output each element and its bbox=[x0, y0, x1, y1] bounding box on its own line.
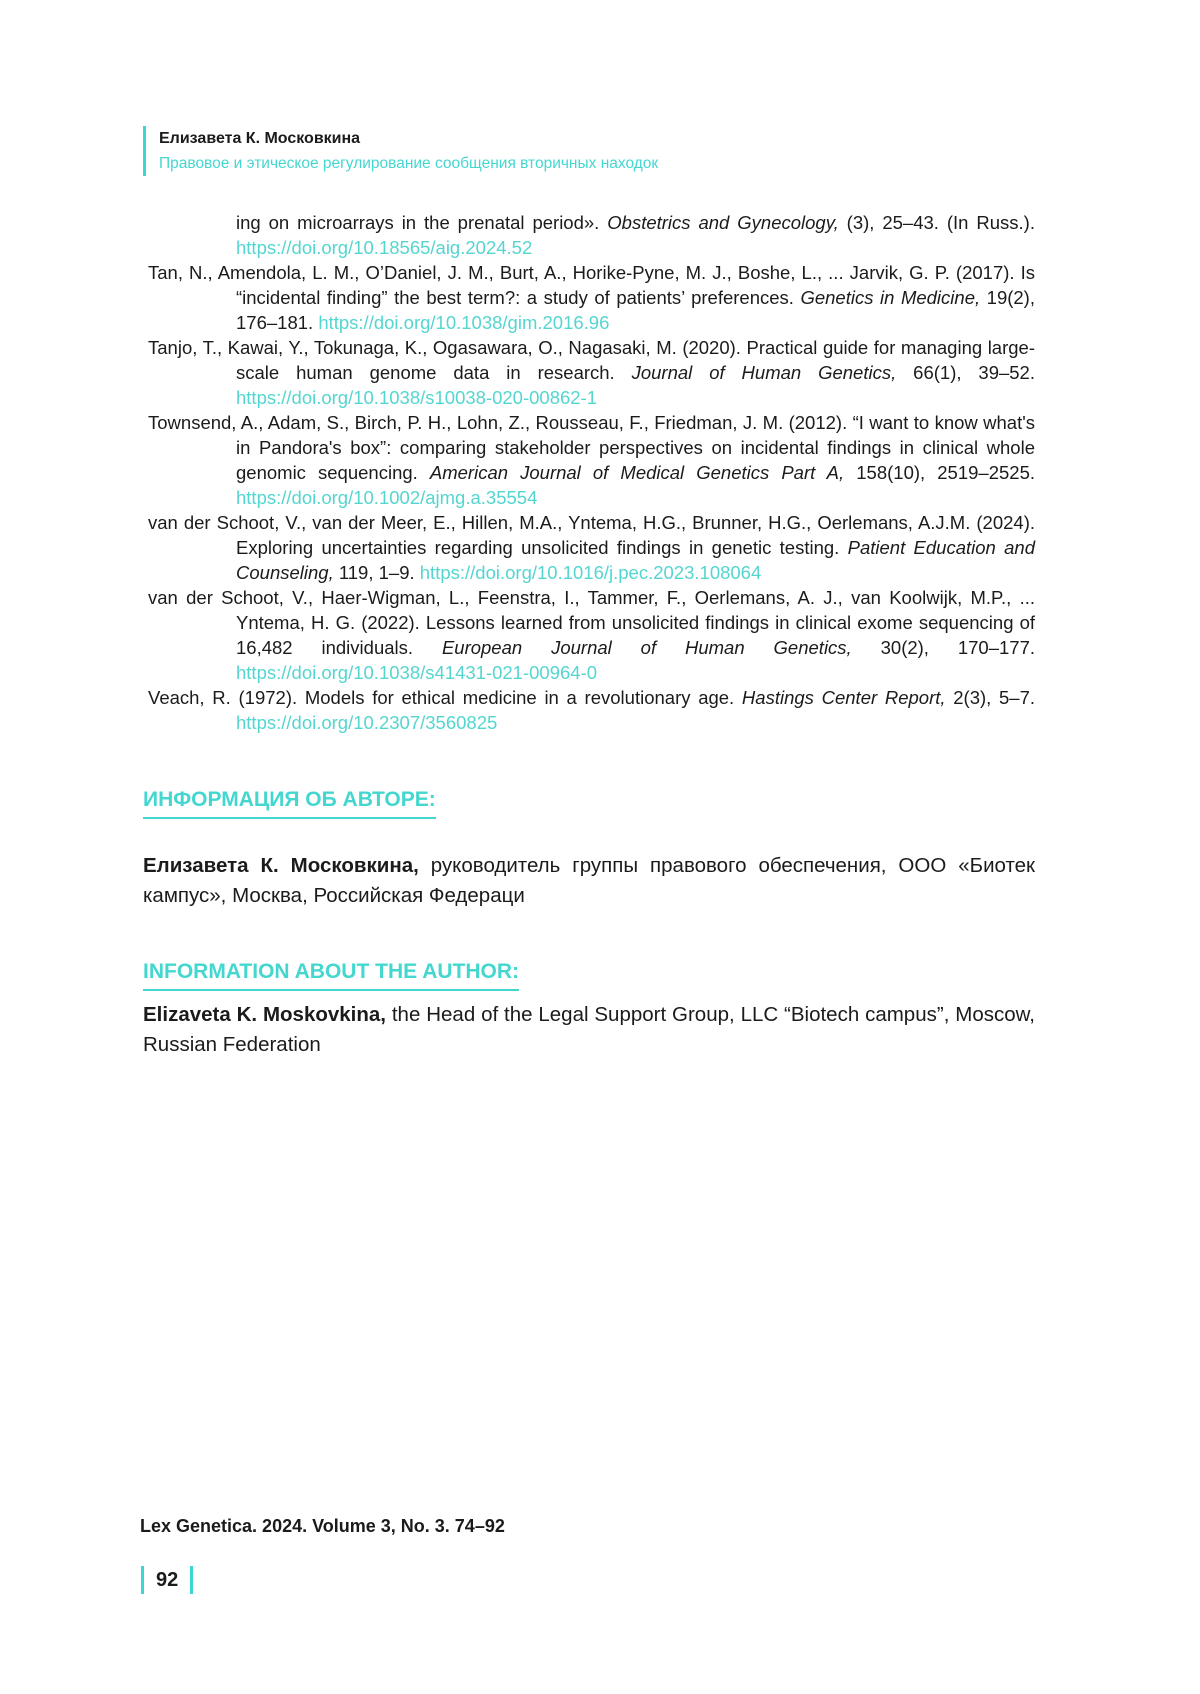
reference-details: 2(3), 5–7. bbox=[945, 687, 1036, 708]
doi-link[interactable]: https://doi.org/10.1038/s10038-020-00862-1 bbox=[236, 387, 598, 408]
reference-item bbox=[148, 685, 1035, 735]
reference-details: 30(2), 170–177. bbox=[851, 637, 1036, 658]
reference-details: 19(2), 176–181. bbox=[236, 287, 1035, 333]
doi-link[interactable]: https://doi.org/10.2307/3560825 bbox=[236, 712, 498, 733]
doi-link[interactable]: https://doi.org/10.1016/j.pec.2023.108064 bbox=[419, 562, 762, 583]
reference-journal: Genetics in Medicine, bbox=[800, 287, 981, 308]
doi-link[interactable]: https://doi.org/10.18565/aig.2024.52 bbox=[236, 237, 533, 258]
doi-link[interactable]: https://doi.org/10.1038/s41431-021-00964-0 bbox=[236, 662, 598, 683]
reference-text: van der Schoot, V., Haer-Wigman, L., Feenstra, I., Tammer, F., Oerlemans, A. J., van Koolwijk, M.P., ... Yntema, H. G. (2022). Lessons learned from unsolicited findings in clinical exome sequencing of 16,482 individuals. bbox=[148, 587, 1035, 658]
reference-item bbox=[148, 585, 1035, 685]
reference-item bbox=[148, 260, 1035, 335]
reference-journal: Hastings Center Report, bbox=[741, 687, 946, 708]
reference-item bbox=[148, 410, 1035, 510]
reference-text: ing on microarrays in the prenatal period». bbox=[236, 212, 608, 233]
author-info-ru bbox=[143, 851, 1035, 911]
reference-journal: European Journal of Human Genetics, bbox=[441, 637, 852, 658]
header-author: Елизавета К. Московкина bbox=[159, 130, 361, 147]
reference-list bbox=[148, 210, 1035, 735]
header-article-title: Правовое и этическое регулирование сообщения вторичных находок bbox=[159, 155, 659, 172]
reference-text: Tanjo, T., Kawai, Y., Tokunaga, K., Ogasawara, O., Nagasaki, M. (2020). Practical guide for managing large-scale human genome data in research. bbox=[148, 337, 1035, 383]
reference-journal: Obstetrics and Gynecology, bbox=[607, 212, 839, 233]
reference-text: Townsend, A., Adam, S., Birch, P. H., Lohn, Z., Rousseau, F., Friedman, J. M. (2012). “I want to know what's in Pandora's box”: comparing stakeholder perspectives on incidental findings in clinical whole genomic sequencing. bbox=[148, 412, 1035, 483]
reference-text: Tan, N., Amendola, L. M., O’Daniel, J. M., Burt, A., Horike-Pyne, M. J., Boshe, L., ... Jarvik, G. P. (2017). Is “incidental finding” the best term?: a study of patients’ preferences. bbox=[148, 262, 1035, 308]
reference-text: Veach, R. (1972). Models for ethical medicine in a revolutionary age. bbox=[148, 687, 742, 708]
reference-details: 158(10), 2519–2525. bbox=[844, 462, 1035, 483]
author-description-en: the Head of the Legal Support Group, LLC “Biotech campus”, Moscow, Russian Federation bbox=[143, 1003, 1035, 1056]
author-name-en: Elizaveta K. Moskovkina, bbox=[143, 1003, 386, 1026]
reference-item bbox=[148, 335, 1035, 410]
reference-journal: Patient Education and Counseling, bbox=[236, 537, 1035, 583]
running-header bbox=[143, 126, 658, 176]
doi-link[interactable]: https://doi.org/10.1002/ajmg.a.35554 bbox=[236, 487, 538, 508]
author-name-ru: Елизавета К. Московкина, bbox=[143, 854, 419, 877]
doi-link[interactable]: https://doi.org/10.1038/gim.2016.96 bbox=[318, 312, 610, 333]
author-info-heading-en: INFORMATION ABOUT THE AUTHOR: bbox=[143, 958, 519, 991]
reference-item bbox=[148, 210, 1035, 260]
author-description-ru: руководитель группы правового обеспечения, ООО «Биотек кампус», Москва, Российская Федераци bbox=[143, 854, 1035, 907]
page-number: 92 bbox=[141, 1566, 193, 1594]
reference-details: (3), 25–43. (In Russ.). bbox=[838, 212, 1035, 233]
author-info-en bbox=[143, 1000, 1035, 1060]
reference-details: 66(1), 39–52. bbox=[896, 362, 1035, 383]
reference-details: 119, 1–9. bbox=[333, 562, 420, 583]
reference-text: van der Schoot, V., van der Meer, E., Hillen, M.A., Yntema, H.G., Brunner, H.G., Oerlemans, A.J.M. (2024). Exploring uncertainties regarding unsolicited findings in genetic testing. bbox=[148, 512, 1035, 558]
reference-journal: Journal of Human Genetics, bbox=[631, 362, 897, 383]
reference-journal: American Journal of Medical Genetics Part A, bbox=[429, 462, 845, 483]
author-info-heading-ru: ИНФОРМАЦИЯ ОБ АВТОРЕ: bbox=[143, 786, 436, 819]
reference-item bbox=[148, 510, 1035, 585]
footer-journal-citation: Lex Genetica. 2024. Volume 3, No. 3. 74–92 bbox=[140, 1516, 505, 1536]
